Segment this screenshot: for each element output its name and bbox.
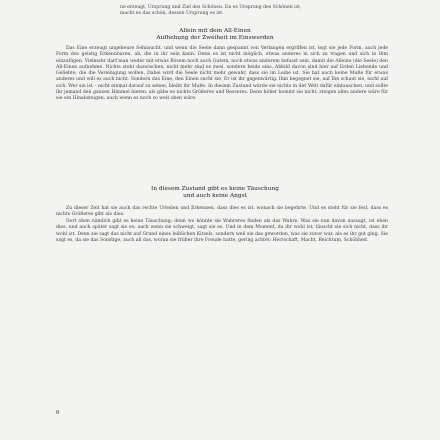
heading-1-line-2: Aufhebung der Zweiheit im Einswerden bbox=[156, 35, 274, 41]
section-heading-2 bbox=[120, 186, 310, 200]
section-heading-1 bbox=[120, 28, 310, 42]
section-1-body bbox=[56, 46, 388, 103]
section-2-body bbox=[56, 206, 388, 244]
heading-1-line-1: Allein mit dem All-Einen bbox=[179, 28, 251, 34]
heading-2-line-2: und auch keine Angst bbox=[183, 193, 247, 199]
paragraph: Dort oben nämlich gibt es keine Täuschung; denn wo könnte sie Wahreres finden als das Wahre. Was sie nun davon aussagt, ist eben dies, und auch später sagt sie es; auch wenn sie schweigt, sagt sie es. Und in dem Moment, da ihr wohl ist, täuscht sie sich nicht, dass ihr wohl ist. Denn sie sagt das nicht auf Grund eines leiblichen Kitzels, sondern weil sie das geworden, was sie zuvor war, als es ihr gut ging. Sie sagt es, da sie das Sonstige, auch all das, woran sie früher ihre Freude hatte, gering achtet: Herrschaft, Macht, Reichtum, Schönheit. bbox=[56, 219, 388, 243]
top-fragment-text: ne erzeugt, Ursprung und Ziel des Schönen. Da es Ursprung des Schönen ist, macht es das schön, dessen Ursprung es ist. bbox=[120, 5, 302, 16]
page-number: 6 bbox=[56, 410, 60, 416]
paragraph: Zu dieser Zeit hat sie auch das rechte Urteilen und Erkennen, dass dies es ist, wonach sie begehrte. Und es steht für sie fest, dass es nichts Größeres gibt als dies. bbox=[56, 206, 388, 218]
heading-2-line-1: In diesem Zustand gibt es keine Täuschung bbox=[151, 186, 279, 192]
paragraph: Das Eine erzeugt ungeheure Sehnsucht, und wenn die Seele dann gespannt von Verlangen ergriffen ist, legt sie jede Form, auch jede Form des geistig Erkennbaren, ab, die in ihr sein kann. Denn es ist nicht möglich, etwas anderes in sich zu tragen und sich in Ihm einzufügen. Vielmehr darf man weder mit etwas Bösem noch auch Gutem, noch etwas anderem befasst sein, damit die Alleine (die Seele) den All-Einen aufnehme. Nichts steht dazwischen, nicht mehr sind es zwei, sondern beide eins. Abbild davon sind hier auf Erden Liebende und Geliebte, die die Vereinigung wollen. Dabei wird die Seele nicht mehr gewahr, dass sie im Leibe ist. Sie hat auch keine Muße für etwas anderes und will es auch nicht. Sondern das Eine, den Einen sucht sie, Er ist ihr gegenwärtig. Ihm begegnet sie, auf Ihn schaut sie, nicht auf sich. Wer sie ist – nicht einmal darauf zu sehen, bleibt ihr Muße. In diesem Zustand würde sie nichts in der Welt dafür eintauschen, und sollte ihr jemand den ganzen Himmel bieten, als gäbe es nichts Größeres und Besseres. Denn höher kommt sie nicht, steigen alles andere wäre für sie ein Hinabsteigen, auch wenn es noch so weit oben wäre. bbox=[56, 46, 388, 102]
